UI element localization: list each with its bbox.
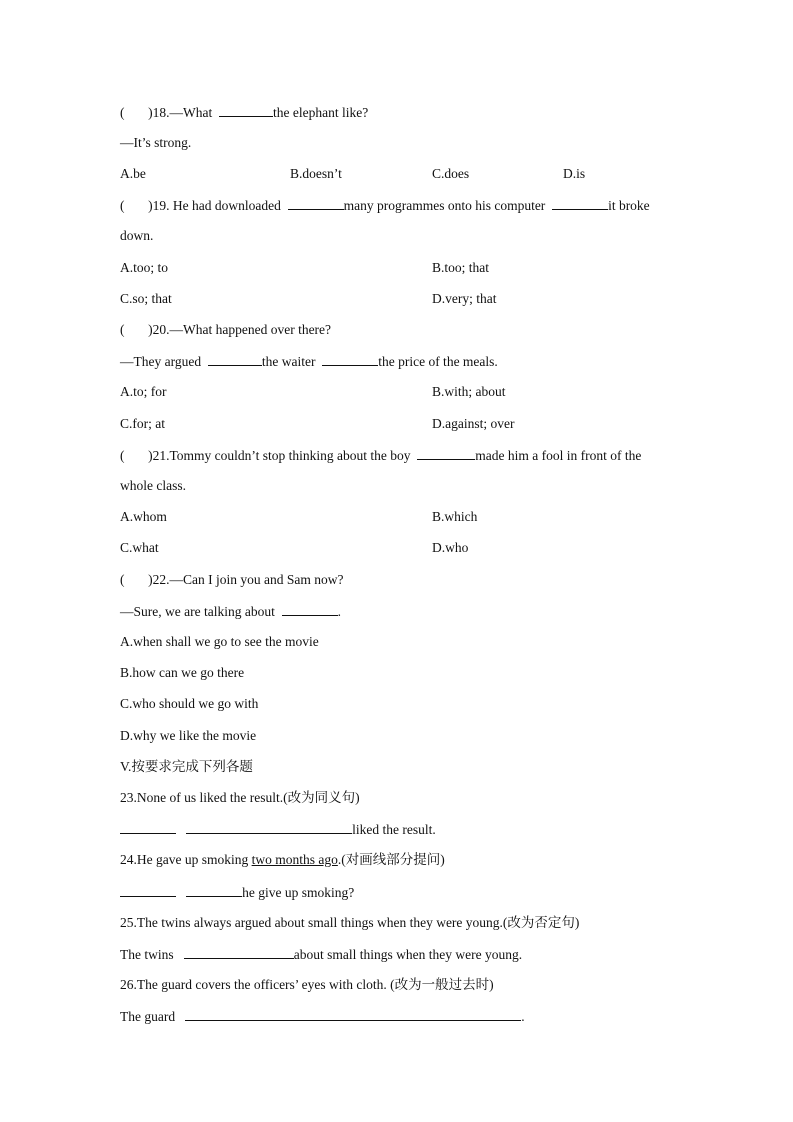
q20-reply: [120, 352, 498, 371]
q25-answer-tail: about small things when they were young.: [293, 947, 523, 962]
question-22-stem: ( )22.—Can I join you and Sam now?: [120, 572, 344, 587]
q18-stem-part-b: the elephant like?: [272, 105, 369, 120]
question-20-stem: ( )20.—What happened over there?: [120, 322, 332, 337]
question-26-stem: 26.The guard covers the officers’ eyes with cloth. (改为一般过去时): [120, 977, 494, 992]
q24-stem-part-a: 24.He gave up smoking: [120, 852, 249, 867]
q20-answer-blank-1[interactable]: [208, 352, 262, 366]
q19-stem-part-b: many programmes onto his computer: [343, 198, 546, 213]
q25-answer-blank[interactable]: [184, 945, 294, 959]
q24-underlined-phrase: two months ago: [251, 852, 338, 867]
q20-reply-part-b: the waiter: [261, 354, 316, 369]
q18-option-d[interactable]: D.is: [563, 166, 586, 181]
question-25-stem: 25.The twins always argued about small things when they were young.(改为否定句): [120, 915, 580, 930]
q22-reply-part-a: —Sure, we are talking about: [120, 604, 275, 619]
q20-option-a[interactable]: A.to; for: [120, 384, 167, 399]
q22-answer-blank[interactable]: [282, 602, 338, 616]
q21-option-a[interactable]: A.whom: [120, 509, 167, 524]
q20-option-c[interactable]: C.for; at: [120, 416, 165, 431]
q19-stem-part-a: ( )19. He had downloaded: [120, 198, 281, 213]
q23-answer-tail: liked the result.: [352, 822, 436, 837]
q20-option-b[interactable]: B.with; about: [432, 384, 506, 399]
q23-answer-blank-2[interactable]: [186, 820, 352, 834]
q24-answer-tail: he give up smoking?: [242, 885, 355, 900]
q26-answer-line: [120, 1007, 525, 1026]
question-18-stem: [120, 103, 368, 122]
section-5-title: V.按要求完成下列各题: [120, 759, 253, 774]
q22-reply-part-b: .: [337, 604, 341, 619]
q18-reply: —It’s strong.: [120, 135, 192, 150]
q26-answer-head: The guard: [120, 1009, 176, 1024]
q24-answer-line: [120, 883, 354, 902]
q19-option-b[interactable]: B.too; that: [432, 260, 489, 275]
q21-option-b[interactable]: B.which: [432, 509, 478, 524]
q18-option-c[interactable]: C.does: [432, 166, 470, 181]
q20-reply-part-a: —They argued: [120, 354, 202, 369]
q20-answer-blank-2[interactable]: [322, 352, 378, 366]
q22-option-b[interactable]: B.how can we go there: [120, 665, 245, 680]
q23-answer-line: [120, 820, 436, 839]
q19-answer-blank-1[interactable]: [288, 196, 344, 210]
q18-option-a[interactable]: A.be: [120, 166, 146, 181]
q19-answer-blank-2[interactable]: [552, 196, 608, 210]
q19-option-c[interactable]: C.so; that: [120, 291, 172, 306]
question-19-stem: [120, 196, 650, 215]
q19-option-a[interactable]: A.too; to: [120, 260, 169, 275]
q24-answer-blank-2[interactable]: [186, 883, 242, 897]
q19-stem-continuation: down.: [120, 228, 154, 243]
q25-answer-line: [120, 945, 522, 964]
question-24-stem: [120, 851, 445, 869]
q24-stem-part-b: .(对画线部分提问): [337, 852, 445, 867]
q22-option-a[interactable]: A.when shall we go to see the movie: [120, 634, 319, 649]
question-21-stem: [120, 446, 641, 465]
q21-stem-continuation: whole class.: [120, 478, 186, 493]
q18-option-b[interactable]: B.doesn’t: [290, 166, 342, 181]
q21-stem-part-a: ( )21.Tommy couldn’t stop thinking about the boy: [120, 448, 411, 463]
q20-reply-part-c: the price of the meals.: [378, 354, 498, 369]
q18-stem-part-a: ( )18.—What: [120, 105, 213, 120]
q25-answer-head: The twins: [120, 947, 174, 962]
q22-reply: [120, 602, 341, 621]
q23-answer-blank-1[interactable]: [120, 820, 176, 834]
q26-answer-tail: .: [521, 1009, 525, 1024]
q26-answer-blank[interactable]: [185, 1007, 521, 1021]
q21-answer-blank[interactable]: [417, 446, 475, 460]
q22-option-d[interactable]: D.why we like the movie: [120, 728, 257, 743]
q21-stem-part-b: made him a fool in front of the: [475, 448, 642, 463]
q20-option-d[interactable]: D.against; over: [432, 416, 515, 431]
q24-answer-blank-1[interactable]: [120, 883, 176, 897]
q19-stem-part-c: it broke: [608, 198, 650, 213]
q21-option-d[interactable]: D.who: [432, 540, 469, 555]
q21-option-c[interactable]: C.what: [120, 540, 159, 555]
question-23-stem: 23.None of us liked the result.(改为同义句): [120, 790, 360, 805]
q22-option-c[interactable]: C.who should we go with: [120, 696, 259, 711]
q18-answer-blank[interactable]: [219, 103, 273, 117]
q19-option-d[interactable]: D.very; that: [432, 291, 497, 306]
